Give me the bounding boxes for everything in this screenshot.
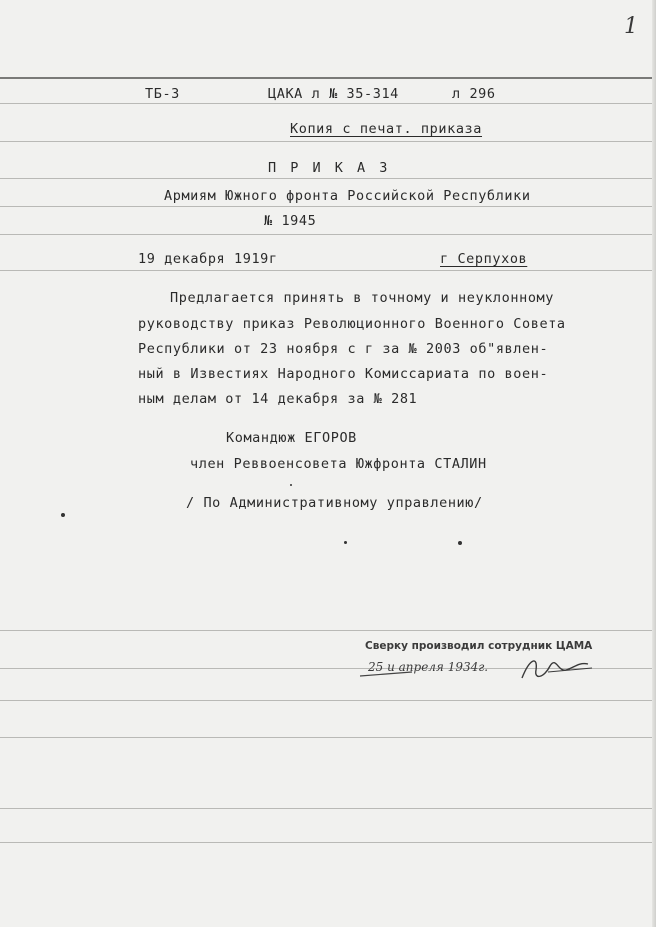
body-line: Предлагается принять в точному и неуклонному [170,290,555,306]
ink-dot [61,513,65,517]
ruled-line [0,103,656,104]
verification-stamp-line: Сверку производил сотрудник ЦАМА [365,640,593,652]
ruled-line [0,842,656,843]
ink-dot [290,484,292,486]
body-line: Республики от 23 ноября с г за № 2003 об"явлен- [138,341,549,357]
header-code: ТБ-3 [145,86,180,102]
verification-stamp-date: 25 и апреля 1934г. [368,660,489,674]
order-addressee: Армиям Южного фронта Российской Республики [164,188,531,204]
ruled-line [0,630,656,631]
ruled-line [0,808,656,809]
order-number: № 1945 [264,213,317,229]
ruled-line [0,141,656,142]
archive-reference: ЦАКА л № 35-314 [268,86,399,102]
copy-note: Копия с печат. приказа [290,121,483,137]
ink-dot [458,541,462,545]
ruled-line [0,270,656,271]
sheet-reference: л 296 [452,86,496,102]
body-line: руководству приказ Революционного Военного Совета [138,316,566,332]
page-edge-shadow [652,0,656,927]
order-title: П Р И К А З [268,160,391,176]
department-note: / По Административному управлению/ [186,495,483,511]
ruled-line [0,737,656,738]
ruled-line [0,178,656,179]
body-line: ным делам от 14 декабря за № 281 [138,391,418,407]
handwritten-signature [352,648,602,688]
ruled-line [0,206,656,207]
signature-council-member: член Реввоенсовета Южфронта СТАЛИН [190,456,487,472]
ruled-line [0,700,656,701]
signature-commander: Командюж ЕГОРОВ [226,430,357,446]
page-number: 1 [624,14,638,39]
body-line: ный в Известиях Народного Комиссариата по воен- [138,366,549,382]
ruled-line [0,77,656,79]
ink-dot [344,541,347,544]
order-date: 19 декабря 1919г [138,251,278,267]
ruled-line [0,234,656,235]
order-place: г Серпухов [440,251,528,267]
